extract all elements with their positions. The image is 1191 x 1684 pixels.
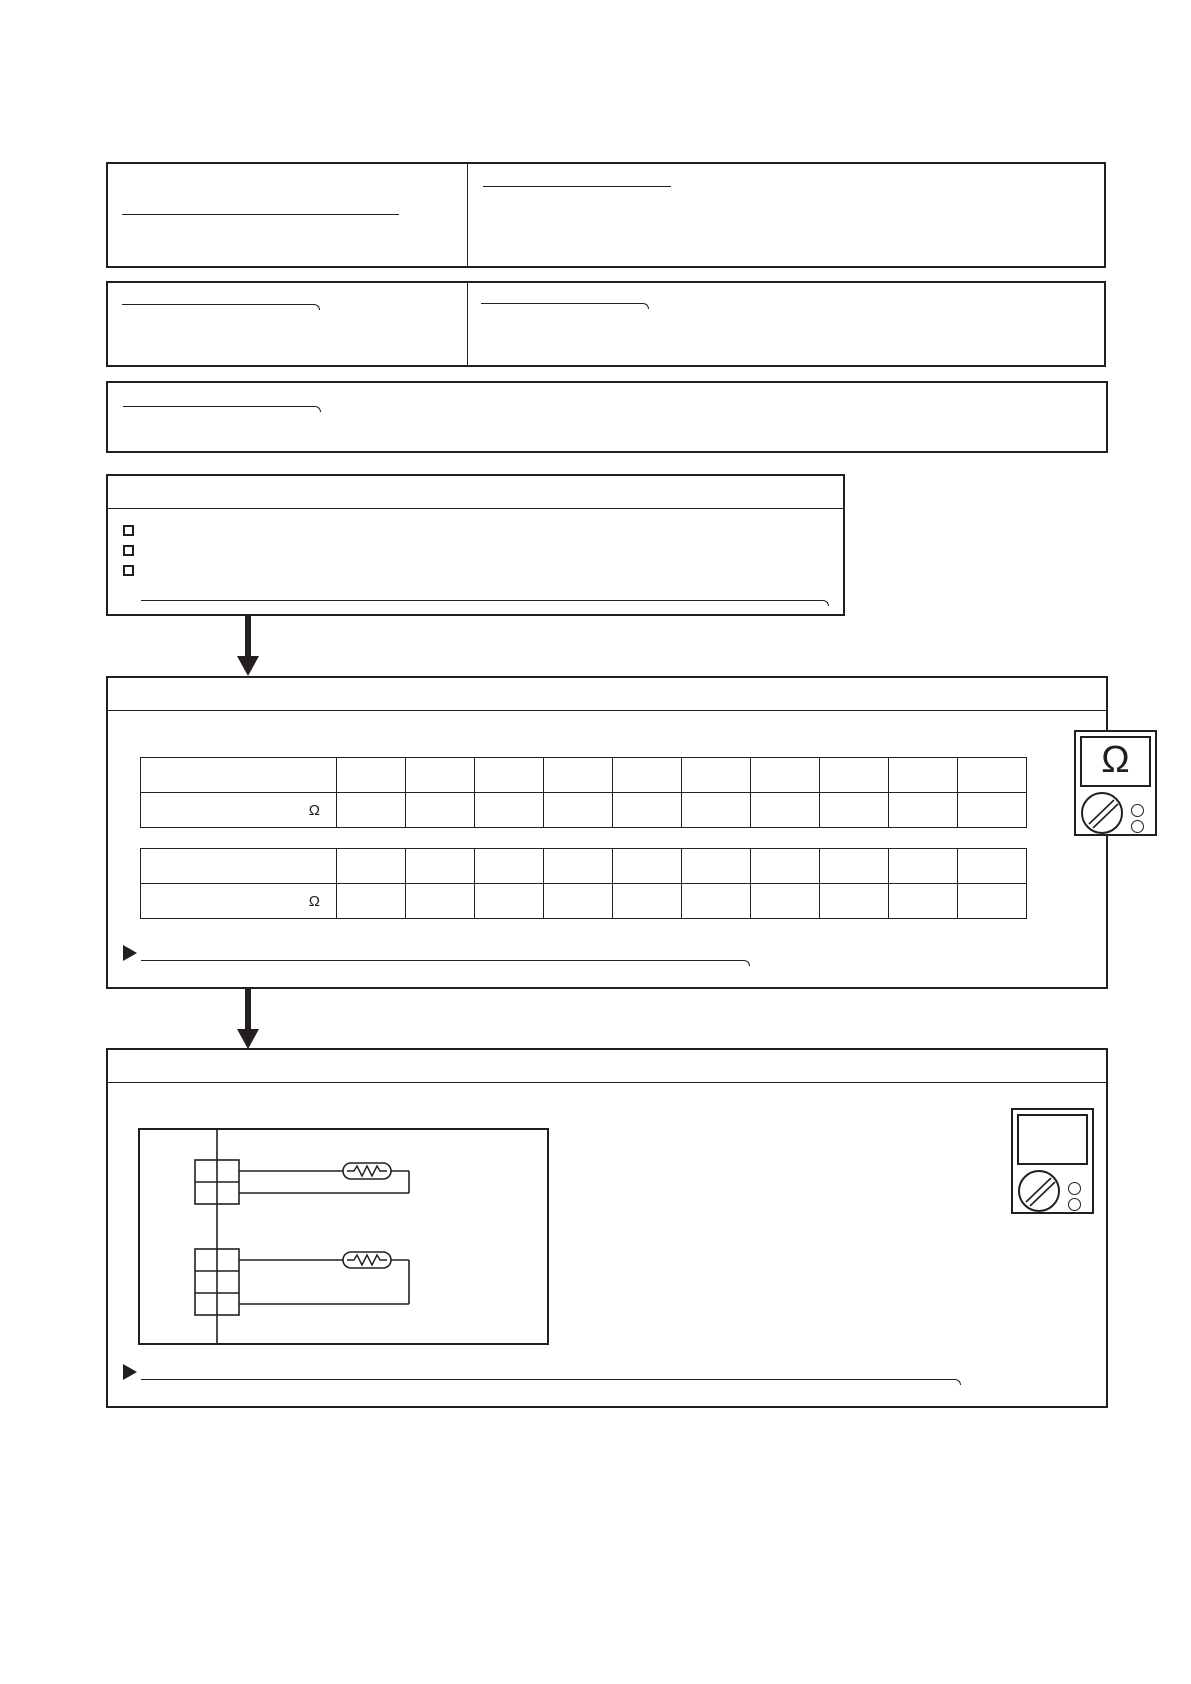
multimeter-dial-icon bbox=[1078, 790, 1126, 836]
table-cell bbox=[337, 793, 406, 828]
triangle-pointer-icon bbox=[123, 945, 137, 961]
header-box-2-left-underline bbox=[122, 304, 320, 310]
header-box-1-left-underline bbox=[122, 214, 399, 215]
table-cell bbox=[406, 793, 475, 828]
multimeter-jack bbox=[1131, 820, 1144, 833]
header-box-1 bbox=[106, 162, 1106, 268]
table-row bbox=[141, 884, 1027, 919]
table-cell bbox=[958, 884, 1027, 919]
table-cell bbox=[337, 884, 406, 919]
checkbox-2[interactable] bbox=[123, 545, 134, 556]
table-cell bbox=[682, 884, 751, 919]
arrow-down-icon bbox=[237, 616, 259, 676]
table-cell bbox=[820, 758, 889, 793]
table-cell bbox=[544, 758, 613, 793]
table-cell bbox=[475, 793, 544, 828]
multimeter-dial-icon bbox=[1015, 1168, 1063, 1214]
table-cell bbox=[889, 849, 958, 884]
table-cell bbox=[751, 758, 820, 793]
table-cell bbox=[613, 793, 682, 828]
header-box-3-underline bbox=[123, 406, 321, 412]
wiring-diagram bbox=[138, 1128, 550, 1346]
table-cell bbox=[751, 793, 820, 828]
header-box-1-divider bbox=[467, 163, 468, 267]
step-1-title-separator bbox=[107, 508, 844, 509]
table-header-cell bbox=[141, 758, 337, 793]
checkbox-3[interactable] bbox=[123, 565, 134, 576]
table-cell bbox=[613, 758, 682, 793]
step-2-title-separator bbox=[107, 710, 1107, 711]
header-box-1-right-underline bbox=[483, 186, 671, 187]
arrow-down-icon bbox=[237, 989, 259, 1049]
resistance-table-1 bbox=[140, 757, 1027, 828]
table-cell bbox=[337, 758, 406, 793]
table-cell bbox=[337, 849, 406, 884]
table-row bbox=[141, 758, 1027, 793]
step-2-result-underline bbox=[141, 960, 750, 966]
header-box-2 bbox=[106, 281, 1106, 367]
multimeter-display: Ω bbox=[1080, 736, 1151, 787]
table-cell bbox=[406, 758, 475, 793]
step-2-box bbox=[106, 676, 1108, 989]
header-box-2-right-underline bbox=[481, 303, 649, 309]
thermistor-icon bbox=[343, 1163, 391, 1179]
multimeter-icon bbox=[1074, 730, 1157, 836]
multimeter-jack bbox=[1068, 1182, 1081, 1195]
step-3-title-separator bbox=[107, 1082, 1107, 1083]
table-cell bbox=[544, 793, 613, 828]
table-cell bbox=[613, 849, 682, 884]
step-1-box bbox=[106, 474, 845, 616]
table-cell bbox=[820, 849, 889, 884]
table-header-cell bbox=[141, 849, 337, 884]
multimeter-jack bbox=[1131, 804, 1144, 817]
multimeter-jack bbox=[1068, 1198, 1081, 1211]
table-cell bbox=[475, 884, 544, 919]
table-cell bbox=[820, 884, 889, 919]
step-3-result-underline bbox=[141, 1379, 961, 1385]
table-cell bbox=[613, 884, 682, 919]
resistance-table-2 bbox=[140, 848, 1027, 919]
table-cell bbox=[406, 884, 475, 919]
table-cell bbox=[889, 884, 958, 919]
table-cell bbox=[544, 884, 613, 919]
table-cell bbox=[682, 758, 751, 793]
table-cell bbox=[544, 849, 613, 884]
table-cell bbox=[406, 849, 475, 884]
step-1-result-underline bbox=[141, 600, 829, 606]
multimeter-icon bbox=[1011, 1108, 1094, 1214]
table-cell bbox=[889, 758, 958, 793]
table-cell bbox=[958, 793, 1027, 828]
multimeter-display bbox=[1017, 1114, 1088, 1165]
connector-2-pin bbox=[195, 1160, 239, 1204]
table-row bbox=[141, 793, 1027, 828]
table-cell bbox=[751, 884, 820, 919]
table-cell bbox=[820, 793, 889, 828]
table-cell bbox=[889, 793, 958, 828]
connector-3-pin bbox=[195, 1249, 239, 1315]
table-cell bbox=[682, 793, 751, 828]
resistance-unit-label: Ω bbox=[141, 884, 337, 919]
checkbox-1[interactable] bbox=[123, 525, 134, 536]
table-cell bbox=[958, 849, 1027, 884]
table-cell bbox=[475, 849, 544, 884]
table-cell bbox=[682, 849, 751, 884]
triangle-pointer-icon bbox=[123, 1364, 137, 1380]
table-row bbox=[141, 849, 1027, 884]
table-cell bbox=[475, 758, 544, 793]
header-box-2-divider bbox=[467, 282, 468, 366]
resistance-unit-label: Ω bbox=[141, 793, 337, 828]
thermistor-icon bbox=[343, 1252, 391, 1268]
table-cell bbox=[751, 849, 820, 884]
table-cell bbox=[958, 758, 1027, 793]
header-box-3 bbox=[106, 381, 1108, 453]
